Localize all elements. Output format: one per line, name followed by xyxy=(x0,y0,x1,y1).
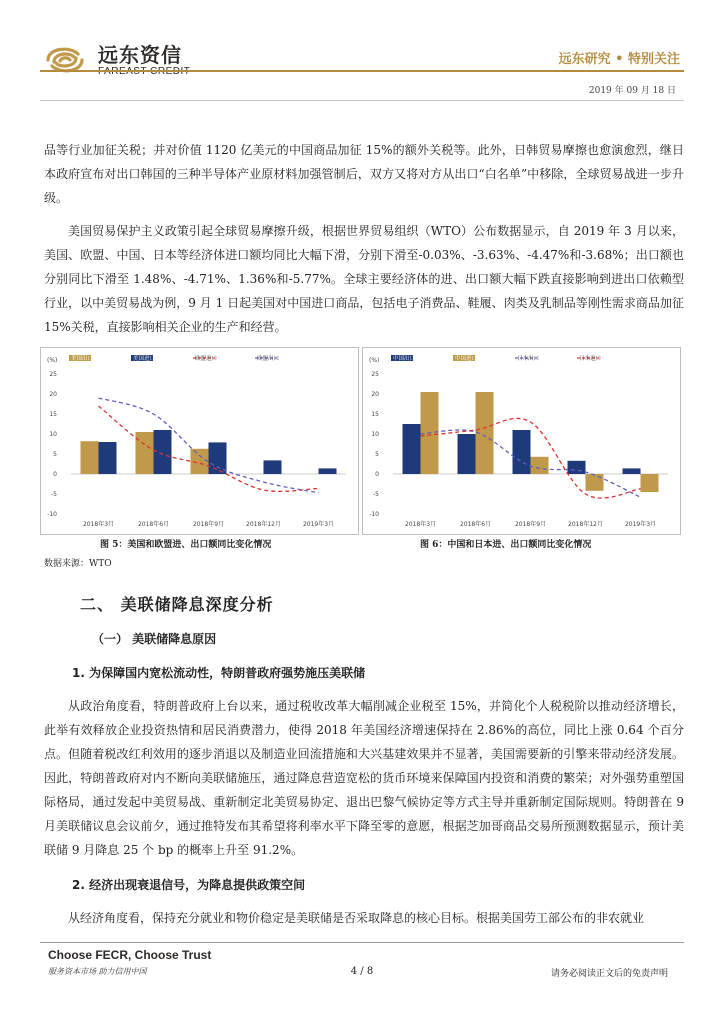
y-tick-label: 15 xyxy=(371,411,379,418)
x-tick-label: 2018年6月 xyxy=(137,521,170,528)
y-tick-label: -5 xyxy=(373,491,379,498)
bar-中国出口 xyxy=(403,424,421,474)
bar-中国进口 xyxy=(586,474,604,491)
x-tick-label: 2018年12月 xyxy=(246,521,281,528)
bar-美国进口 xyxy=(264,460,282,474)
y-tick-label: 5 xyxy=(375,451,379,458)
bar-美国出口 xyxy=(81,441,99,474)
figure-5-caption: 图 5：美国和欧盟进、出口额同比变化情况 xyxy=(100,540,272,550)
y-tick-label: 25 xyxy=(371,371,379,378)
chart-fig6 xyxy=(362,347,681,535)
chart-fig5-svg xyxy=(41,348,358,534)
paragraph-1: 品等行业加征关税；并对价值 1120 亿美元的中国商品加征 15%的额外关税等。此外，日韩贸易摩擦也愈演愈烈，继日本政府宣布对出口韩国的三种半导体产业原材料加强管制后，双方又将对方从出口“白名单”中移除，全球贸易战进一步升级。 xyxy=(44,143,684,205)
y-tick-label: -5 xyxy=(51,491,57,498)
chart-fig5 xyxy=(40,347,359,535)
bar-中国出口 xyxy=(513,430,531,474)
chart-fig6-svg xyxy=(363,348,680,534)
footer-divider xyxy=(40,942,684,943)
section-title: 二、 美联储降息深度分析 xyxy=(80,595,274,614)
bar-中国进口 xyxy=(531,457,549,474)
y-axis-label: (%) xyxy=(47,357,58,364)
y-tick-label: 20 xyxy=(371,391,379,398)
x-tick-label: 2018年6月 xyxy=(459,521,492,528)
y-tick-label: 0 xyxy=(53,471,57,478)
legend-label: 日本进口 xyxy=(579,356,602,362)
bar-中国出口 xyxy=(458,434,476,474)
legend-label: 欧盟进口 xyxy=(195,356,218,362)
footer-tagline: 服务资本市场 助力信用中国 xyxy=(48,967,147,976)
y-tick-label: 20 xyxy=(49,391,57,398)
y-tick-label: 5 xyxy=(53,451,57,458)
legend-label: 日本出口 xyxy=(517,356,540,362)
x-tick-label: 2018年9月 xyxy=(514,521,547,528)
footer-disclaimer: 请务必阅读正文后的免责声明 xyxy=(550,969,668,979)
heading-point-1: 1. 为保障国内宽松流动性，特朗普政府强势施压美联储 xyxy=(72,666,366,680)
paragraph-4: 从经济角度看，保持充分就业和物价稳定是美联储是否采取降息的核心目标。根据美国劳工部公布的非农就业 xyxy=(68,911,645,925)
data-source: 数据来源：WTO xyxy=(44,559,112,569)
bar-中国出口 xyxy=(623,468,641,474)
x-tick-label: 2019年3月 xyxy=(302,521,335,528)
legend-label: 美国出口 xyxy=(71,356,94,362)
x-tick-label: 2018年3月 xyxy=(82,521,115,528)
heading-point-2: 2. 经济出现衰退信号，为降息提供政策空间 xyxy=(72,878,306,892)
header-section-label: 远东研究 • 特别关注 xyxy=(558,52,680,67)
subsection-title: （一） 美联储降息原因 xyxy=(92,632,217,646)
y-tick-label: 25 xyxy=(49,371,57,378)
bar-中国出口 xyxy=(568,461,586,474)
paragraph-3: 从政治角度看，特朗普政府上台以来，通过税收改革大幅削减企业税至 15%，并简化个人税税阶以推动经济增长，此举有效释放企业投资热情和居民消费潜力，使得 2018 年美国经济增速保持在 2.86%的高位，同比上涨 0.64 个百分点。但随着税改红利效用的逐步消退以及制造业回流措施和大兴基建效果并不显著，美国需要新的引擎来带动经济发展。因此，特朗普政府对内不断向美联储施压，通过降息营造宽松的货币环境来保障国内投资和消费的繁荣；对外强势重塑国际格局，通过发起中美贸易战、重新制定北美贸易协定、退出巴黎气候协定等方式主导并重新制定国际规则。特朗普在 9 月美联储议息会议前夕，通过推特发布其希望将利率水平下降至零的意愿，根据芝加哥商品交易所预测数据显示，预计美联储 9 月降息 25 个 bp 的概率上升至 91.2%。 xyxy=(44,699,684,857)
legend-label: 中国进口 xyxy=(455,356,478,362)
legend-label: 欧盟出口 xyxy=(257,356,280,362)
report-date: 2019 年 09 月 18 日 xyxy=(588,86,676,96)
fecr-logo-icon xyxy=(40,40,90,80)
legend-label: 中国出口 xyxy=(393,356,416,362)
y-tick-label: 0 xyxy=(375,471,379,478)
bar-美国进口 xyxy=(99,442,117,474)
y-tick-label: -10 xyxy=(369,511,379,518)
y-tick-label: 15 xyxy=(49,411,57,418)
x-tick-label: 2018年3月 xyxy=(404,521,437,528)
bar-美国出口 xyxy=(136,432,154,474)
y-tick-label: 10 xyxy=(49,431,57,438)
bar-中国进口 xyxy=(641,474,659,492)
paragraph-2: 美国贸易保护主义政策引起全球贸易摩擦升级，根据世界贸易组织（WTO）公布数据显示，自 2019 年 3 月以来，美国、欧盟、中国、日本等经济体进口额均同比大幅下滑，分别下滑至-0.03%、-3.63%、-4.47%和-3.68%；出口额也分别同比下滑至 1.48%、-4.71%、1.36%和-5.77%。全球主要经济体的进、出口额大幅下跌直接影响到进出口依赖型行业，以中美贸易战为例，9 月 1 日起美国对中国进口商品，包括电子消费品、鞋履、肉类及乳制品等刚性需求商品加征 15%关税，直接影响相关企业的生产和经营。 xyxy=(44,224,684,334)
figure-6-caption: 图 6：中国和日本进、出口额同比变化情况 xyxy=(420,540,592,550)
footer-slogan: Choose FECR, Choose Trust xyxy=(48,948,212,962)
page-number: 4 / 8 xyxy=(350,966,374,977)
header-divider xyxy=(40,70,684,72)
header-subdivider xyxy=(40,100,684,101)
legend-label: 美国进口 xyxy=(133,356,156,362)
x-tick-label: 2018年9月 xyxy=(192,521,225,528)
y-tick-label: -10 xyxy=(47,511,57,518)
bar-美国进口 xyxy=(319,468,337,474)
company-logo xyxy=(40,40,190,80)
y-tick-label: 10 xyxy=(371,431,379,438)
y-axis-label: (%) xyxy=(369,357,380,364)
logo-chinese-name: 远东资信 xyxy=(98,42,182,67)
x-tick-label: 2018年12月 xyxy=(568,521,603,528)
x-tick-label: 2019年3月 xyxy=(624,521,657,528)
